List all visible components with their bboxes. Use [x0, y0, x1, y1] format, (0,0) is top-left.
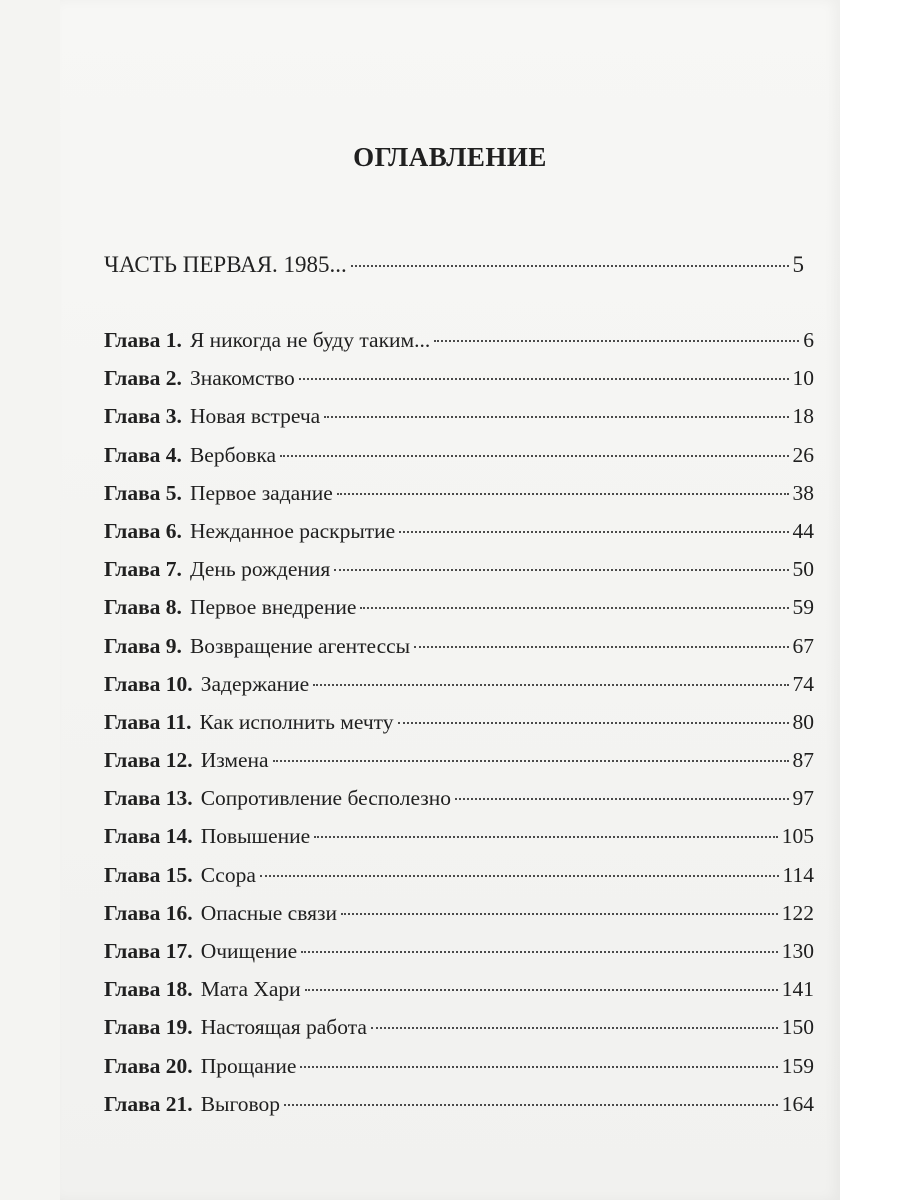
page-edge: [840, 0, 900, 1200]
chapter-label: Глава 13.: [104, 786, 193, 811]
chapter-page-number: 67: [792, 633, 814, 658]
toc-row: [104, 1015, 814, 1053]
chapter-title: Сопротивление бесполезно: [200, 786, 452, 811]
chapter-label: Глава 3.: [104, 404, 182, 429]
chapter-label: Глава 9.: [104, 633, 182, 658]
chapter-title: Опасные связи: [200, 900, 337, 925]
chapter-page-number: 18: [792, 404, 814, 429]
chapter-title: Как исполнить мечту: [199, 709, 394, 734]
chapter-title: Возвращение агентессы: [189, 633, 411, 658]
chapter-title: Первое внедрение: [189, 595, 357, 620]
toc-row: [104, 786, 814, 824]
chapter-title: Повышение: [200, 824, 311, 849]
chapter-title: Задержание: [200, 671, 310, 696]
chapter-title: Выговор: [200, 1091, 281, 1116]
chapter-label: Глава 2.: [104, 366, 182, 391]
chapter-title: Нежданное раскрытие: [189, 518, 396, 543]
chapter-title: Измена: [200, 748, 269, 773]
page-title: ОГЛАВЛЕНИЕ: [353, 142, 547, 172]
dot-leader: [398, 722, 789, 724]
chapter-page-number: 159: [781, 1053, 814, 1078]
chapter-page-number: 150: [781, 1015, 814, 1040]
chapter-label: Глава 11.: [104, 709, 192, 734]
dot-leader: [351, 265, 789, 267]
chapter-page-number: 26: [792, 442, 814, 467]
chapter-page-number: 87: [792, 748, 814, 773]
chapter-title: Очищение: [200, 939, 298, 963]
chapter-label: Глава 12.: [104, 748, 193, 773]
chapter-label: Глава 16.: [104, 900, 193, 925]
chapter-page-number: 80: [792, 709, 814, 734]
toc-row: [104, 443, 814, 481]
chapter-page-number: 130: [781, 939, 814, 963]
toc-row: [104, 672, 814, 710]
dot-leader: [300, 1066, 777, 1068]
chapter-page-number: 105: [781, 824, 814, 849]
chapter-label: Глава 20.: [104, 1053, 193, 1078]
dot-leader: [313, 684, 788, 686]
table-of-contents: [104, 328, 814, 1130]
dot-leader: [371, 1027, 778, 1029]
chapter-page-number: 114: [782, 862, 814, 887]
toc-row: [104, 481, 814, 519]
toc-row: [104, 939, 814, 977]
chapter-label: Глава 10.: [104, 671, 193, 696]
dot-leader: [301, 951, 778, 953]
part-entry: [104, 252, 804, 278]
chapter-label: Глава 7.: [104, 557, 182, 582]
toc-row: [104, 863, 814, 901]
toc-row: [104, 366, 814, 404]
chapter-label: Глава 14.: [104, 824, 193, 849]
toc-row: [104, 824, 814, 862]
dot-leader: [434, 340, 799, 342]
toc-row: [104, 557, 814, 595]
chapter-page-number: 164: [781, 1091, 814, 1116]
dot-leader: [341, 913, 778, 915]
dot-leader: [334, 569, 788, 571]
chapter-label: Глава 21.: [104, 1091, 193, 1116]
chapter-page-number: 141: [781, 977, 814, 1002]
chapter-label: Глава 18.: [104, 977, 193, 1002]
toc-row: [104, 595, 814, 633]
toc-row: [104, 901, 814, 939]
chapter-title: Ссора: [200, 862, 256, 887]
chapter-title: Первое задание: [189, 480, 333, 505]
dot-leader: [260, 875, 779, 877]
dot-leader: [414, 646, 788, 648]
chapter-page-number: 59: [792, 595, 814, 620]
chapter-title: Мата Хари: [200, 977, 301, 1002]
chapter-page-number: 44: [792, 518, 814, 543]
chapter-title: День рождения: [189, 557, 331, 582]
toc-row: [104, 519, 814, 557]
chapter-label: Глава 5.: [104, 480, 182, 505]
dot-leader: [314, 836, 778, 838]
part-page-number: 5: [792, 252, 804, 277]
dot-leader: [399, 531, 788, 533]
chapter-label: Глава 4.: [104, 442, 182, 467]
toc-row: [104, 1054, 814, 1092]
toc-row: [104, 404, 814, 442]
dot-leader: [299, 378, 789, 380]
toc-row: [104, 710, 814, 748]
chapter-label: Глава 6.: [104, 518, 182, 543]
chapter-page-number: 10: [792, 366, 814, 391]
chapter-page-number: 6: [803, 328, 814, 352]
dot-leader: [360, 607, 788, 609]
dot-leader: [455, 798, 788, 800]
chapter-label: Глава 19.: [104, 1015, 193, 1040]
toc-row: [104, 748, 814, 786]
dot-leader: [284, 1104, 778, 1106]
dot-leader: [337, 493, 789, 495]
dot-leader: [305, 989, 778, 991]
chapter-title: Знакомство: [189, 366, 295, 391]
chapter-label: Глава 8.: [104, 595, 182, 620]
toc-row: [104, 328, 814, 366]
chapter-page-number: 38: [792, 480, 814, 505]
chapter-page-number: 122: [781, 900, 814, 925]
chapter-title: Я никогда не буду таким...: [189, 328, 431, 352]
dot-leader: [280, 455, 788, 457]
chapter-title: Вербовка: [189, 442, 277, 467]
chapter-label: Глава 1.: [104, 328, 182, 352]
chapter-page-number: 97: [792, 786, 814, 811]
chapter-page-number: 74: [792, 671, 814, 696]
toc-row: [104, 977, 814, 1015]
chapter-label: Глава 15.: [104, 862, 193, 887]
chapter-title: Новая встреча: [189, 404, 321, 429]
chapter-title: Прощание: [200, 1053, 297, 1078]
chapter-title: Настоящая работа: [200, 1015, 367, 1040]
toc-row: [104, 634, 814, 672]
part-title: ЧАСТЬ ПЕРВАЯ. 1985...: [104, 252, 347, 277]
chapter-page-number: 50: [792, 557, 814, 582]
dot-leader: [273, 760, 789, 762]
dot-leader: [324, 416, 788, 418]
chapter-label: Глава 17.: [104, 939, 193, 963]
toc-row: [104, 1092, 814, 1130]
